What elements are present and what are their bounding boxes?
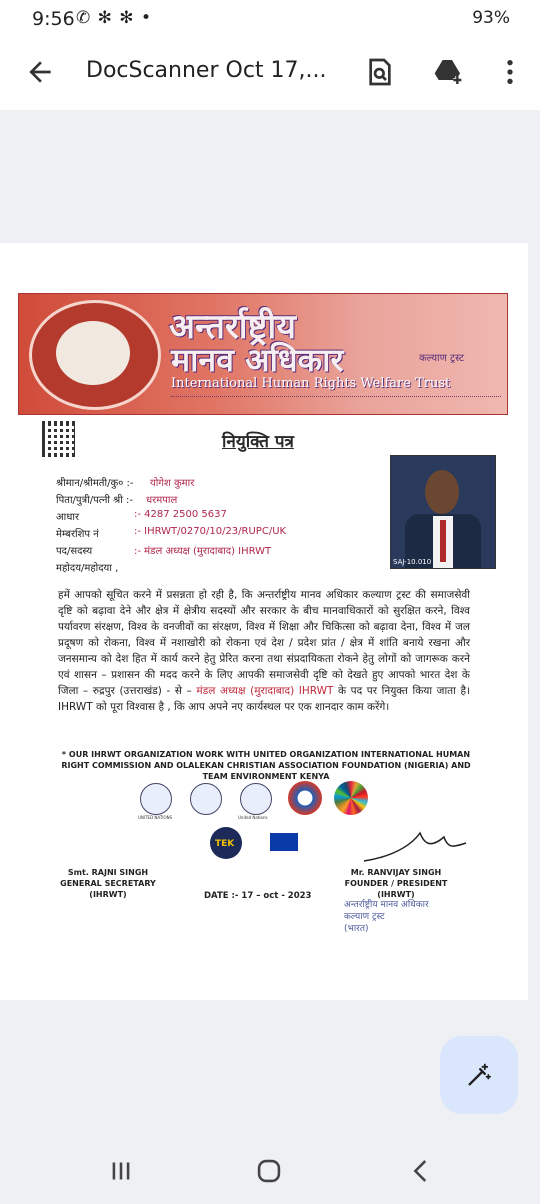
- field-value: धरमपाल: [146, 495, 178, 506]
- scanned-document: [0, 243, 528, 1000]
- body-text-position: मंडल अध्यक्ष (मुरादाबाद) IHRWT: [196, 685, 334, 697]
- back-arrow-icon[interactable]: [24, 56, 56, 88]
- un-emblem-icon: [190, 783, 222, 815]
- field-label: मेम्बरशिप नं: [56, 529, 99, 540]
- battery-level: 93%: [472, 8, 510, 28]
- add-to-drive-icon[interactable]: [432, 56, 464, 88]
- tek-logo-text: TEK: [215, 839, 235, 849]
- more-vert-icon[interactable]: [494, 56, 526, 88]
- right-signatory-org: (IHRWT): [377, 890, 415, 899]
- logo-caption: UNITED NATIONS: [138, 815, 173, 820]
- body-text-1: हमें आपको सूचित करने में प्रसन्नता हो रही है, कि अन्तर्राष्ट्रीय मानव अधिकार कल्याण ट्रस्ट की समाजसेवी दृष्टि को बढ़ावा देने और क्षेत्र में क्षेत्रीय सदस्यों और सरकार के बीच मानवाधिकारों को सुरक्षित करने, विश्व पर्यावरण संरक्षण, विश्व के वनजीवों का संरक्षण, विश्व में शिक्षा और चिकित्सा को बढ़ावा देना, विश्व में जल प्रदूषण को रोकना, विश्व में नशाखोरी को रोकना एवं देश / प्रदेश प्रांत / क्षेत्र में शांति बनाये रखना और जनसमान्य को देश हित में कार्य करने हेतु प्रेरित करना तथा संप्रदायिकता रोकने हेतु लोगों को जागरूक करने एवं शासन – प्रशासन की मदद करने के लिए आपकी समाजसेवी दृष्टि को देखते हुए आपको भारत देश के जिला – रुद्रपुर (उत्तराखंड) - से –: [58, 589, 470, 697]
- home-icon[interactable]: [252, 1154, 286, 1188]
- right-signatory: [328, 867, 464, 900]
- status-time: 9:56: [32, 8, 75, 30]
- field-value: :- IHRWT/0270/10/23/RUPC/UK: [134, 526, 287, 537]
- official-stamp: [344, 899, 484, 935]
- banner-hindi-small: कल्याण ट्रस्ट: [419, 353, 465, 364]
- left-signatory-role: GENERAL SECRETARY: [60, 879, 156, 888]
- banner-english-name: International Human Rights Welfare Trust: [171, 376, 451, 391]
- letter-title: नियुक्ति पत्र: [222, 432, 294, 452]
- document-title: DocScanner Oct 17,...: [86, 58, 327, 83]
- field-label: पद/सदस्य: [56, 546, 93, 557]
- field-value: :- 4287 2500 5637: [134, 509, 227, 520]
- partner-logos: [138, 783, 380, 820]
- left-signatory: [58, 867, 158, 900]
- body-text-2: के पद पर नियुक्त किया जाता है। IHRWT को पूरा विश्वास है , कि आप अपने नए कार्यस्थल पर एक शानदार काम करेंगे।: [58, 685, 471, 713]
- tek-logo-icon: [210, 827, 242, 859]
- banner-hindi-line1: अन्तर्राष्ट्रीय: [169, 307, 296, 347]
- right-signatory-name: Mr. RANVIJAY SINGH: [350, 868, 442, 877]
- sdg-wheel-icon: [334, 781, 368, 815]
- eu-flag-icon: [270, 833, 298, 851]
- system-nav-bar: [0, 1138, 540, 1204]
- recents-icon[interactable]: [104, 1154, 138, 1188]
- field-value: :- मंडल अध्यक्ष (मुरादाबाद) IHRWT: [134, 546, 272, 557]
- left-signatory-name: Smt. RAJNI SINGH: [67, 868, 149, 877]
- photo-caption: SAJ-10.010: [393, 558, 432, 566]
- search-document-icon[interactable]: [364, 56, 396, 88]
- notification-icons: ✆ ✻ ✻ •: [76, 8, 152, 28]
- field-label: पिता/पुत्री/पत्नी श्री :-: [56, 495, 133, 506]
- letter-body: [58, 587, 470, 715]
- stamp-line: (भारत): [344, 924, 369, 934]
- logo-caption: United Nations: [238, 815, 268, 820]
- qr-code: [42, 421, 78, 457]
- field-value: योगेश कुमार: [150, 478, 195, 489]
- field-label: महोदय/महोदया ,: [56, 563, 119, 574]
- stamp-line: अन्तर्राष्ट्रीय मानव अधिकार: [344, 900, 429, 910]
- banner-hindi-line2: मानव अधिकार: [171, 341, 344, 379]
- partner-logo-icon: [288, 781, 322, 815]
- app-bar: [0, 38, 540, 110]
- letter-date: DATE :- 17 – oct - 2023: [204, 891, 312, 901]
- organization-logo: [29, 300, 161, 410]
- status-bar: [0, 0, 540, 38]
- field-label: आधार: [56, 512, 80, 523]
- organization-banner: [18, 293, 508, 415]
- member-photo: [390, 455, 496, 569]
- back-icon[interactable]: [404, 1154, 438, 1188]
- left-signatory-org: (IHRWT): [89, 890, 127, 899]
- partnership-note: * OUR IHRWT ORGANIZATION WORK WITH UNITED ORGANIZATION INTERNATIONAL HUMAN RIGHT COMMISSION AND OLALEKAN CHRISTIAN ASSOCIATION FOUNDATION (NIGERIA) AND TEAM ENVIRONMENT KENYA: [61, 750, 471, 781]
- right-signatory-role: FOUNDER / PRESIDENT: [344, 879, 448, 888]
- un-emblem-icon: [140, 783, 172, 815]
- edit-fab-button[interactable]: [440, 1036, 518, 1114]
- edit-magic-icon: [465, 1061, 493, 1089]
- banner-divider: [171, 396, 501, 401]
- signature-scribble: [360, 827, 470, 867]
- stamp-line: कल्याण ट्रस्ट: [344, 912, 385, 922]
- un-emblem-icon: [240, 783, 272, 815]
- field-label: श्रीमान/श्रीमती/कु० :-: [56, 478, 134, 489]
